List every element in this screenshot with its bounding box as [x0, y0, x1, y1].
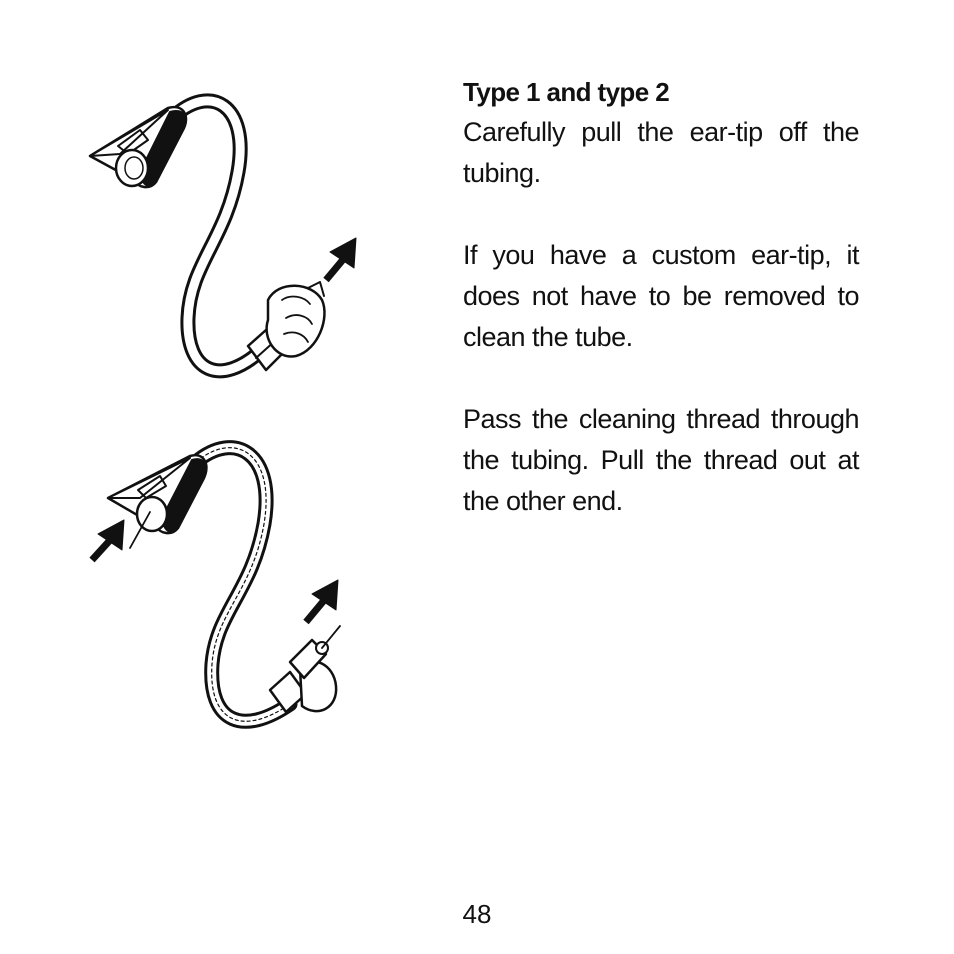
instruction-paragraph-3: Pass the cleaning thread through the tubing. Pull the thread out at the other end. — [463, 404, 859, 516]
instruction-paragraph-1: Carefully pull the ear-tip off the tubing. — [463, 117, 859, 188]
remove-ear-tip-illustration — [90, 101, 356, 371]
instruction-text — [463, 72, 859, 563]
tube-fill — [172, 101, 262, 371]
tube-fill — [196, 448, 290, 722]
thread-through-tube-illustration — [92, 448, 340, 722]
section-heading: Type 1 and type 2 — [463, 77, 670, 107]
instruction-paragraph-2: If you have a custom ear-tip, it does not have to be removed to clean the tube. — [463, 240, 859, 352]
page-number: 48 — [462, 899, 492, 929]
thread-end-right — [322, 626, 340, 648]
